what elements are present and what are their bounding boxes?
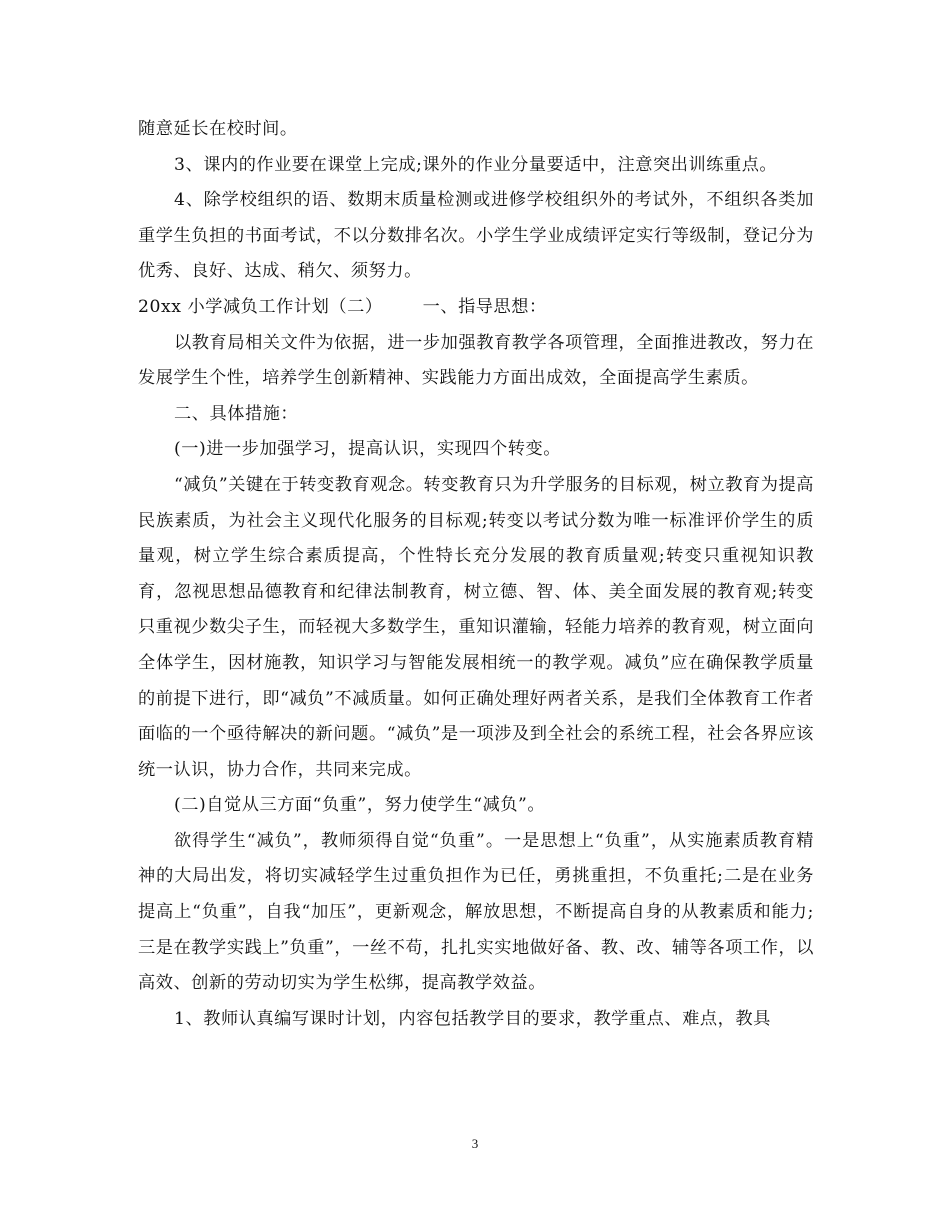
subheading-two: (二)自觉从三方面“负重”，努力使学生“减负”。 [174,795,546,816]
subheading-one: (一)进一步加强学习，提高认识，实现四个转变。 [174,439,562,460]
paragraph-item-3: 3、课内的作业要在课堂上完成;课外的作业分量要适中，注意突出训练重点。 [174,154,778,175]
measures-heading: 二、具体措施： [174,403,299,424]
paragraph-teacher-burden: 欲得学生“减负”，教师须得自觉“负重”。一是思想上“负重”，从实施素质教育精神的大局出发，将切实减轻学生过重负担作为已任，勇挑重担，不负重托;二是在业务提高上“负重”，自我“加压”，更新观念，解放思想，不断提高自身的从教素质和能力;三是在教学实践上”负重”，一丝不苟，扎扎实实地做好备、教、改、辅等各项工作，以高效、创新的劳动切实为学生松绑，提高教学效益。 [138,830,814,994]
document-body [138,112,814,1037]
paragraph-guiding-thought: 以教育局相关文件为依据，进一步加强教育教学各项管理，全面推进教改，努力在发展学生个性，培养学生创新精神、实践能力方面出成效，全面提高学生素质。 [138,332,814,389]
guiding-thought-heading: 一、指导思想： [422,296,547,317]
paragraph-lesson-plan: 1、教师认真编写课时计划，内容包括教学目的要求，教学重点、难点，教具 [174,1008,771,1029]
paragraph-item-4: 4、除学校组织的语、数期末质量检测或进修学校组织外的考试外，不组织各类加重学生负担的书面考试，不以分数排名次。小学生学业成绩评定实行等级制，登记分为优秀、良好、达成、稍欠、须努力。 [138,190,814,282]
section-heading-line [138,290,814,326]
paragraph-four-changes: “减负”关键在于转变教育观念。转变教育只为升学服务的目标观，树立教育为提高民族素质，为社会主义现代化服务的目标观;转变以考试分数为唯一标准评价学生的质量观，树立学生综合素质提高，个性特长充分发展的教育质量观;转变只重视知识教育，忽视思想品德教育和纪律法制教育，树立德、智、体、美全面发展的教育观;转变只重视少数尖子生，而轻视大多数学生，重知识灌输，轻能力培养的教育观，树立面向全体学生，因材施教，知识学习与智能发展相统一的教学观。减负”应在确保教学质量的前提下进行，即“减负”不减质量。如何正确处理好两者关系，是我们全体教育工作者面临的一个亟待解决的新问题。“减负”是一项涉及到全社会的系统工程，社会各界应该统一认识，协力合作，共同来完成。 [138,474,814,780]
page-number: 3 [471,1136,479,1151]
paragraph-continuation: 随意延长在校时间。 [138,119,298,139]
plan-title: 20xx 小学减负工作计划（二） [138,296,383,317]
